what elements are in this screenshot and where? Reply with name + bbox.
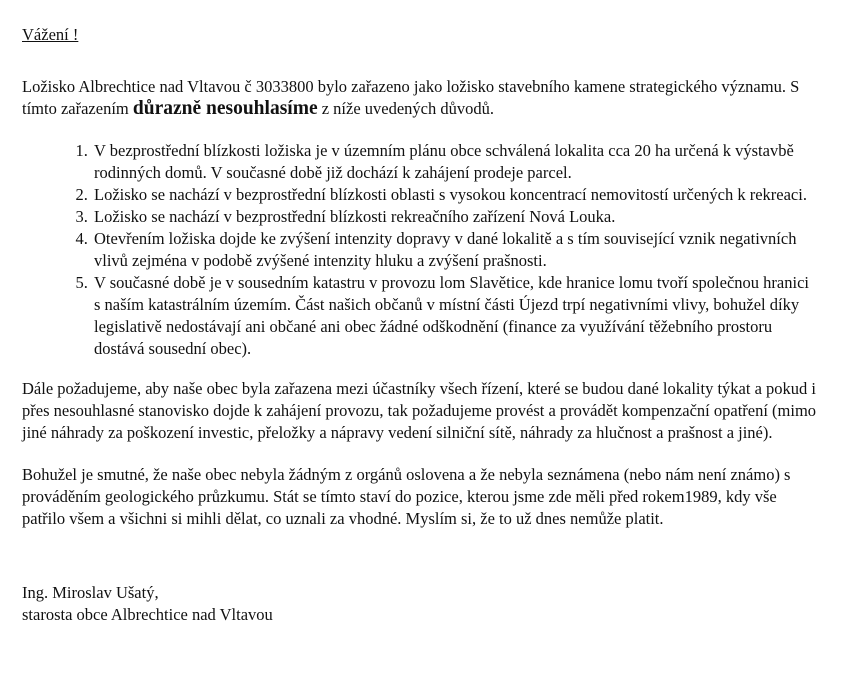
intro-text-before: Ložisko Albrechtice nad Vltavou č 3033800 bylo zařazeno jako ložisko stavebního kamene strategického významu. S tímto zařazením [22,77,800,118]
demand-paragraph: Dále požadujeme, aby naše obec byla zařazena mezi účastníky všech řízení, které se budou dané lokality týkat a pokud i přes nesouhlasné stanovisko dojde k zahájení provozu, tak požadujeme provést a provádět kompenzační opatření (mimo jiné náhrady za poškození investic, přeložky a nápravy vedení silniční sítě, náhrady za hlučnost a prašnost a jiné). [22,379,817,442]
signature-block [22,582,827,626]
signature-name: Ing. Miroslav Ušatý, [22,583,159,602]
intro-text-after: z níže uvedených důvodů. [317,99,495,118]
reason-item-2: 2. Ložisko se nachází v bezprostřední blízkosti oblasti s vysokou koncentrací nemovitostí určených k rekreaci. [92,184,817,206]
reason-item-3: 3. Ložisko se nachází v bezprostřední blízkosti rekreačního zařízení Nová Louka. [92,206,817,228]
intro-bold-phrase: důrazně nesouhlasíme [132,98,318,119]
reason-item-4: 4. Otevřením ložiska dojde ke zvýšení intenzity dopravy v dané lokalitě a s tím související vznik negativních vlivů zejména v podobě zvýšené intenzity hluku a zvýšení prašnosti. [92,228,817,272]
regret-paragraph: Bohužel je smutné, že naše obec nebyla žádným z orgánů oslovena a že nebyla seznámena (nebo nám není známo) s prováděním geologického průzkumu. Stát se tímto staví do pozice, kterou jsme zde měli před rokem1989, kdy vše patřilo všem a všichni si mihli dělat, co uznali za vhodné. Myslím si, že to už dnes nemůže platit. [22,465,791,528]
intro-paragraph [22,76,822,120]
reason-item-1: 1. V bezprostřední blízkosti ložiska je v územním plánu obce schválená lokalita cca 20 ha určená k výstavbě rodinných domů. V současné době již dochází k zahájení prodeje parcel. [92,140,817,184]
signature-title: starosta obce Albrechtice nad Vltavou [22,605,273,624]
reasons-list [22,140,817,360]
reason-item-5: 5. V současné době je v sousedním katastru v provozu lom Slavětice, kde hranice lomu tvoří společnou hranici s naším katastrálním územím. Část našich občanů v místní části Újezd trpí negativními vlivy, bohužel díky legislativě nedostávají ani občané ani obec žádné odškodnění (finance za využívání těžebního prostoru dostává sousední obec). [92,272,817,360]
salutation: Vážení ! [22,25,79,44]
